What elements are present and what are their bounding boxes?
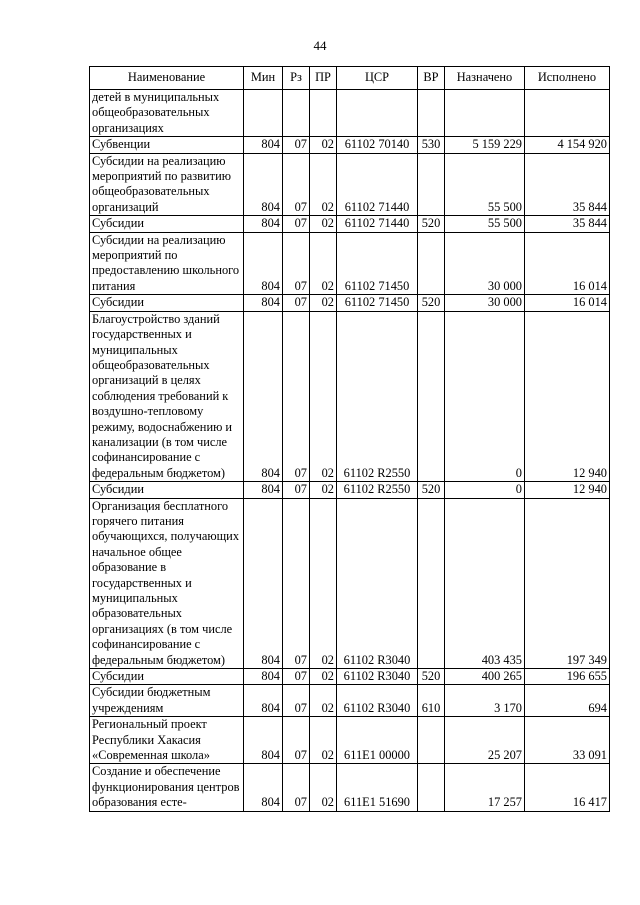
row-executed: 16 014 [525,232,610,295]
row-min: 804 [244,137,283,153]
row-executed: 197 349 [525,498,610,668]
row-rz: 07 [283,498,310,668]
row-executed: 16 417 [525,764,610,811]
table-row [90,482,610,498]
row-assigned: 55 500 [445,216,525,232]
table-header-row [90,67,610,90]
table-row [90,232,610,295]
row-min: 804 [244,153,283,216]
row-name: Региональный проект Республики Хакасия «Современная школа» [90,717,244,764]
row-executed: 33 091 [525,717,610,764]
table-row [90,498,610,668]
row-min: 804 [244,717,283,764]
row-assigned: 30 000 [445,295,525,311]
row-name: Субсидии бюджетным учреждениям [90,685,244,717]
row-pr: 02 [310,482,337,498]
row-pr: 02 [310,311,337,481]
table-row [90,137,610,153]
row-min: 804 [244,311,283,481]
row-csr: 61102 R3040 [337,669,418,685]
row-executed [525,90,610,137]
row-csr: 61102 R3040 [337,498,418,668]
row-pr: 02 [310,153,337,216]
row-assigned: 17 257 [445,764,525,811]
row-assigned [445,90,525,137]
table-row [90,295,610,311]
row-vr: 530 [418,137,445,153]
row-csr: 61102 71450 [337,232,418,295]
row-csr: 611E1 51690 [337,764,418,811]
table-row [90,764,610,811]
row-csr: 611E1 00000 [337,717,418,764]
header-rz: Рз [283,67,310,90]
row-pr: 02 [310,685,337,717]
row-executed: 35 844 [525,153,610,216]
table-row [90,90,610,137]
row-assigned: 3 170 [445,685,525,717]
row-vr [418,153,445,216]
row-pr: 02 [310,764,337,811]
row-rz: 07 [283,311,310,481]
row-vr: 520 [418,669,445,685]
row-rz: 07 [283,717,310,764]
row-name: Организация бесплатного горячего питания обучающихся, получающих начальное общее образование в государственных и муниципальных образовательных организациях (в том числе софинансирование с федеральным бюджетом) [90,498,244,668]
row-executed: 16 014 [525,295,610,311]
row-name: Субсидии [90,295,244,311]
row-pr: 02 [310,137,337,153]
row-min: 804 [244,295,283,311]
row-pr: 02 [310,498,337,668]
budget-table [89,66,610,812]
row-min: 804 [244,764,283,811]
row-min: 804 [244,232,283,295]
row-name: детей в муниципальных общеобразовательных организациях [90,90,244,137]
row-executed: 694 [525,685,610,717]
row-assigned: 55 500 [445,153,525,216]
row-csr [337,90,418,137]
header-assigned: Назначено [445,67,525,90]
row-min [244,90,283,137]
row-pr [310,90,337,137]
row-assigned: 403 435 [445,498,525,668]
row-vr [418,717,445,764]
header-min: Мин [244,67,283,90]
row-executed: 12 940 [525,482,610,498]
row-rz: 07 [283,764,310,811]
row-executed: 35 844 [525,216,610,232]
row-csr: 61102 R3040 [337,685,418,717]
row-pr: 02 [310,295,337,311]
row-executed: 4 154 920 [525,137,610,153]
table-row [90,717,610,764]
header-executed: Исполнено [525,67,610,90]
row-assigned: 25 207 [445,717,525,764]
row-rz: 07 [283,482,310,498]
row-assigned: 5 159 229 [445,137,525,153]
row-vr [418,498,445,668]
row-name: Субсидии на реализацию мероприятий по развитию общеобразовательных организаций [90,153,244,216]
row-vr [418,90,445,137]
table-row [90,311,610,481]
row-assigned: 0 [445,482,525,498]
row-vr: 610 [418,685,445,717]
row-vr [418,311,445,481]
row-pr: 02 [310,216,337,232]
row-executed: 12 940 [525,311,610,481]
row-csr: 61102 71440 [337,216,418,232]
row-vr [418,764,445,811]
row-min: 804 [244,498,283,668]
row-rz: 07 [283,153,310,216]
row-vr: 520 [418,295,445,311]
table-row [90,216,610,232]
row-vr [418,232,445,295]
row-csr: 61102 70140 [337,137,418,153]
row-name: Создание и обеспечение функционирования центров образования есте- [90,764,244,811]
row-name: Субсидии [90,216,244,232]
row-name: Субсидии на реализацию мероприятий по предоставлению школьного питания [90,232,244,295]
row-rz: 07 [283,216,310,232]
row-csr: 61102 R2550 [337,482,418,498]
row-assigned: 400 265 [445,669,525,685]
row-name: Субсидии [90,482,244,498]
row-assigned: 30 000 [445,232,525,295]
row-min: 804 [244,482,283,498]
table-row [90,669,610,685]
row-rz: 07 [283,295,310,311]
row-rz: 07 [283,232,310,295]
page-number: 44 [313,38,327,53]
table-row [90,685,610,717]
row-vr: 520 [418,216,445,232]
row-min: 804 [244,685,283,717]
row-pr: 02 [310,232,337,295]
row-name: Субвенции [90,137,244,153]
row-min: 804 [244,216,283,232]
row-assigned: 0 [445,311,525,481]
header-name: Наименование [90,67,244,90]
row-min: 804 [244,669,283,685]
row-pr: 02 [310,717,337,764]
row-name: Субсидии [90,669,244,685]
row-name: Благоустройство зданий государственных и муниципальных общеобразовательных организаций в целях соблюдения требований к воздушно-тепловому режиму, водоснабжению и канализации (в том числе софинансирование с федеральным бюджетом) [90,311,244,481]
row-rz: 07 [283,669,310,685]
header-vr: ВР [418,67,445,90]
row-vr: 520 [418,482,445,498]
table-row [90,153,610,216]
row-csr: 61102 71450 [337,295,418,311]
row-csr: 61102 R2550 [337,311,418,481]
header-csr: ЦСР [337,67,418,90]
row-rz: 07 [283,137,310,153]
header-pr: ПР [310,67,337,90]
row-rz: 07 [283,685,310,717]
row-csr: 61102 71440 [337,153,418,216]
row-rz [283,90,310,137]
row-pr: 02 [310,669,337,685]
row-executed: 196 655 [525,669,610,685]
